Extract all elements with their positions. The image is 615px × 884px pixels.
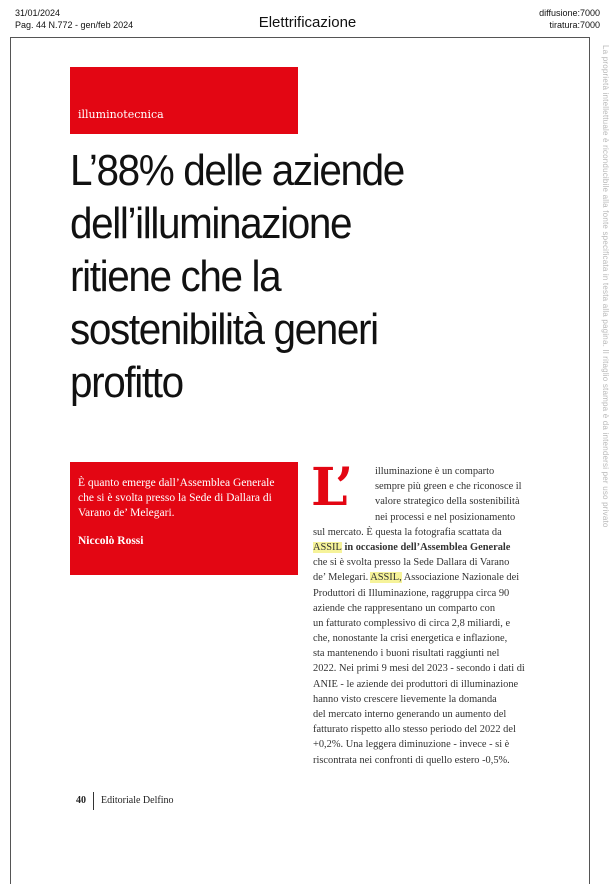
- body-line: aziende che rappresentano un comparto con: [313, 602, 496, 614]
- publication-title: Elettrificazione: [258, 14, 357, 31]
- headline-line: L’88% delle aziende: [70, 146, 404, 195]
- article-headline: [70, 144, 530, 409]
- article-lead: È quanto emerge dall’Assemblea Generale che si è svolta presso la Sede di Dallara di Varano de’ Melegari.: [78, 477, 275, 519]
- body-line: che, nonostante la crisi energetica e inflazione,: [313, 633, 508, 645]
- bold-phrase: in occasione dell’Assemblea Generale: [341, 541, 511, 553]
- body-line: del mercato interno generando un aumento del: [313, 709, 507, 720]
- body-line: un fatturato complessivo di circa 2,8 miliardi, e: [313, 617, 511, 629]
- body-line: che si è svolta presso la Sede Dallara di Varano: [313, 557, 510, 569]
- body-line: fatturato rispetto allo stesso periodo del 2022 del: [313, 724, 516, 736]
- body-line: nei processi e nel posizionamento: [375, 511, 516, 523]
- highlighted-term: ASSIL: [313, 541, 342, 553]
- section-label: illuminotecnica: [78, 108, 164, 121]
- article-author: Niccolò Rossi: [78, 535, 144, 547]
- body-line: +0,2%. Una leggera diminuzione - invece - si è: [313, 739, 510, 751]
- page-number: 40: [76, 795, 86, 806]
- clip-date: 31/01/2024: [15, 8, 61, 18]
- clip-page-info: Pag. 44 N.772 - gen/feb 2024: [15, 20, 134, 30]
- body-line: valore strategico della sostenibilità: [375, 496, 520, 508]
- headline-line: sostenibilità generi: [70, 305, 378, 354]
- lead-box: [70, 462, 298, 575]
- footer-divider: [93, 792, 94, 810]
- body-line: ANIE - le aziende dei produttori di illuminazione: [313, 678, 519, 690]
- headline-line: profitto: [70, 358, 183, 407]
- body-line: sul mercato. È questa la fotografia scattata da: [313, 526, 502, 538]
- body-line-highlighted: de’ Melegari. ASSIL, Associazione Nazionale dei: [313, 572, 520, 584]
- body-line: hanno visto crescere lievemente la domanda: [313, 693, 497, 705]
- publisher-name: Editoriale Delfino: [101, 795, 174, 806]
- body-line: sempre più green e che riconosce il: [375, 481, 522, 493]
- headline-line: ritiene che la: [70, 252, 281, 301]
- body-line: Produttori di Illuminazione, raggruppa circa 90: [313, 587, 510, 599]
- section-banner: [70, 67, 298, 134]
- print-run-count: tiratura:7000: [549, 20, 600, 30]
- body-line: illuminazione è un comparto: [375, 466, 495, 477]
- headline-line: dell’illuminazione: [70, 199, 352, 248]
- body-line-highlighted: [313, 540, 541, 555]
- copyright-side-note: La proprietà intellettuale è riconducibile alla fonte specificata in testa alla pagina. Il ritaglio stampa è da intendersi per uso privato: [601, 45, 610, 528]
- article-body: [311, 457, 541, 768]
- body-line: 2022. Nei primi 9 mesi del 2023 - secondo i dati di: [313, 663, 525, 675]
- body-line: riscontrata nei confronti di quello estero -0,5%.: [313, 754, 510, 766]
- diffusion-count: diffusione:7000: [539, 8, 600, 18]
- highlighted-term: ASSIL,: [370, 572, 402, 584]
- body-line: sta mantenendo i buoni risultati raggiunti nel: [313, 648, 500, 660]
- drop-cap: L’: [311, 457, 354, 518]
